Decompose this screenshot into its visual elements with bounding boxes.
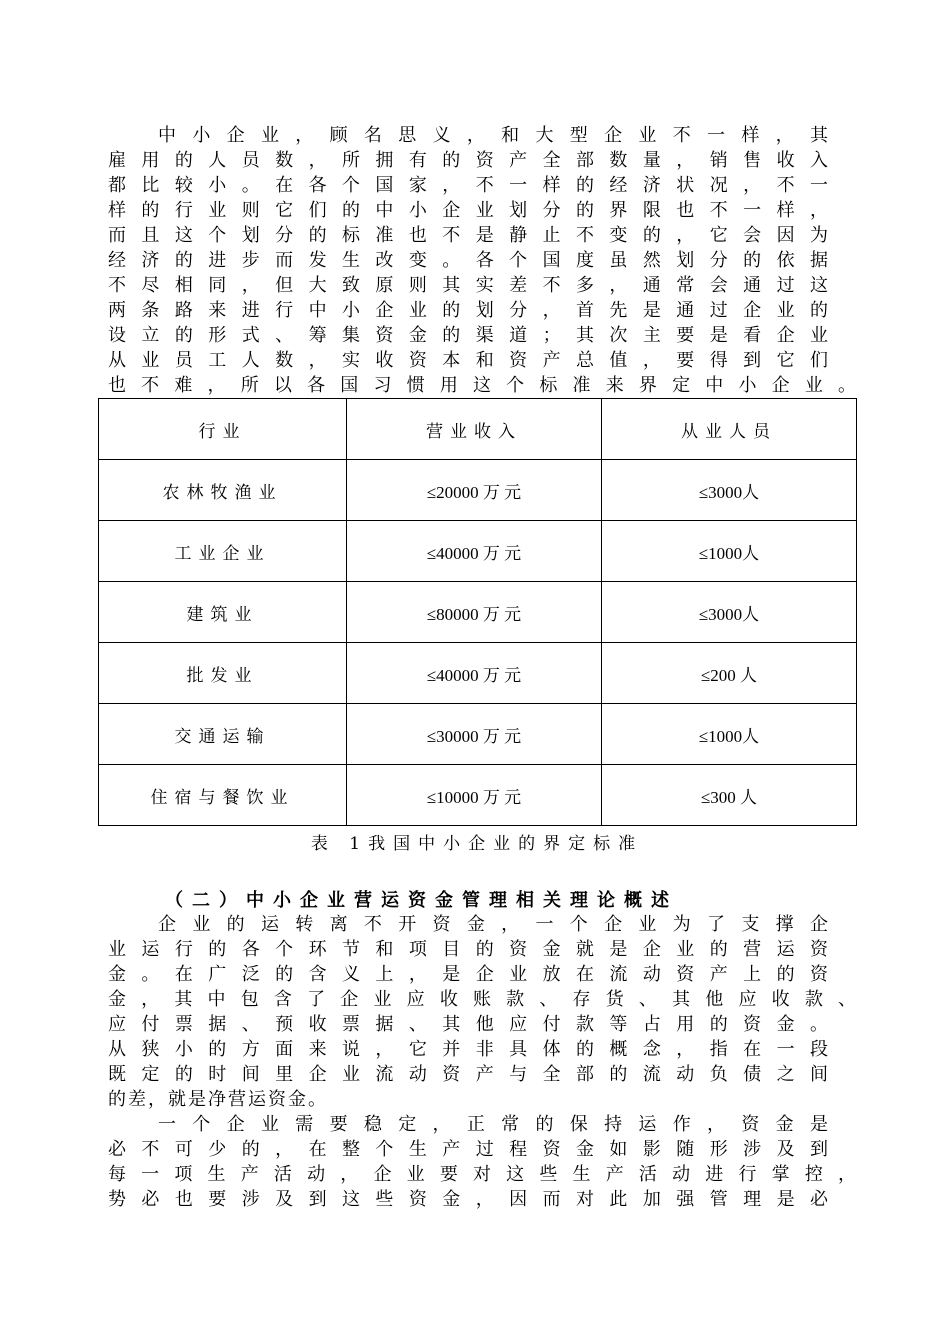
revenue-cell: ≤80000 万 元 xyxy=(347,582,602,643)
table-header-row xyxy=(99,399,857,460)
employees-cell: ≤3000人 xyxy=(602,582,857,643)
industry-cell: 住宿与餐饮业 xyxy=(99,765,347,826)
revenue-cell: ≤10000 万 元 xyxy=(347,765,602,826)
text-line: 从狭小的方面来说，它并非具体的概念，指在一段 xyxy=(108,1039,830,1060)
header-revenue: 营业收入 xyxy=(347,399,602,460)
revenue-cell: ≤30000 万 元 xyxy=(347,704,602,765)
text-line: 应付票据、预收票据、其他应付款等占用的资金。 xyxy=(108,1014,830,1035)
text-line: 也不难，所以各国习惯用这个标准来界定中小企业。 xyxy=(108,375,858,396)
header-employees: 从业人员 xyxy=(602,399,857,460)
text-line: 必不可少的，在整个生产过程资金如影随形涉及到 xyxy=(108,1139,830,1160)
revenue-cell: ≤40000 万 元 xyxy=(347,521,602,582)
text-line: 每一项生产活动，企业要对这些生产活动进行掌控， xyxy=(108,1164,858,1185)
table-row xyxy=(99,521,857,582)
industry-cell: 农林牧渔业 xyxy=(99,460,347,521)
employees-cell: ≤1000人 xyxy=(602,704,857,765)
table-row xyxy=(99,582,857,643)
text-line: 两条路来进行中小企业的划分，首先是通过企业的 xyxy=(108,300,830,321)
text-line: 中小企业，顾名思义，和大型企业不一样，其 xyxy=(158,125,830,146)
text-line: 经济的进步而发生改变。各个国度虽然划分的依据 xyxy=(108,250,830,271)
text-line: 势必也要涉及到这些资金，因而对此加强管理是必 xyxy=(108,1189,830,1210)
industry-cell: 建筑业 xyxy=(99,582,347,643)
text-line: 业运行的各个环节和项目的资金就是企业的营运资 xyxy=(108,939,830,960)
table-row xyxy=(99,704,857,765)
table-row xyxy=(99,643,857,704)
employees-cell: ≤3000人 xyxy=(602,460,857,521)
text-line: 的差，就是净营运资金。 xyxy=(108,1089,328,1110)
employees-cell: ≤300 人 xyxy=(602,765,857,826)
section-heading: （二）中小企业营运资金管理相关理论概述 xyxy=(165,890,678,911)
text-line: 不尽相同，但大致原则其实差不多，通常会通过这 xyxy=(108,275,830,296)
text-line: 都比较小。在各个国家，不一样的经济状况，不一 xyxy=(108,175,830,196)
industry-cell: 工业企业 xyxy=(99,521,347,582)
employees-cell: ≤200 人 xyxy=(602,643,857,704)
industry-cell: 交通运输 xyxy=(99,704,347,765)
text-line: 一个企业需要稳定，正常的保持运作，资金是 xyxy=(158,1114,830,1135)
text-line: 而且这个划分的标准也不是静止不变的，它会因为 xyxy=(108,225,830,246)
industry-cell: 批发业 xyxy=(99,643,347,704)
header-industry: 行业 xyxy=(99,399,347,460)
text-line: 雇用的人员数，所拥有的资产全部数量，销售收入 xyxy=(108,150,830,171)
table-row xyxy=(99,765,857,826)
text-line: 样的行业则它们的中小企业划分的界限也不一样， xyxy=(108,200,830,221)
text-line: 金。在广泛的含义上，是企业放在流动资产上的资 xyxy=(108,964,830,985)
table-row xyxy=(99,460,857,521)
revenue-cell: ≤20000 万 元 xyxy=(347,460,602,521)
text-line: 既定的时间里企业流动资产与全部的流动负债之间 xyxy=(108,1064,830,1085)
text-line: 企业的运转离不开资金，一个企业为了支撑企 xyxy=(158,914,830,935)
employees-cell: ≤1000人 xyxy=(602,521,857,582)
table-caption: 表 1我国中小企业的界定标准 xyxy=(310,834,644,854)
sme-criteria-table xyxy=(98,398,857,826)
text-line: 金，其中包含了企业应收账款、存货、其他应收款、 xyxy=(108,989,858,1010)
text-line: 设立的形式、筹集资金的渠道；其次主要是看企业 xyxy=(108,325,830,346)
revenue-cell: ≤40000 万 元 xyxy=(347,643,602,704)
text-line: 从业员工人数，实收资本和资产总值，要得到它们 xyxy=(108,350,830,371)
